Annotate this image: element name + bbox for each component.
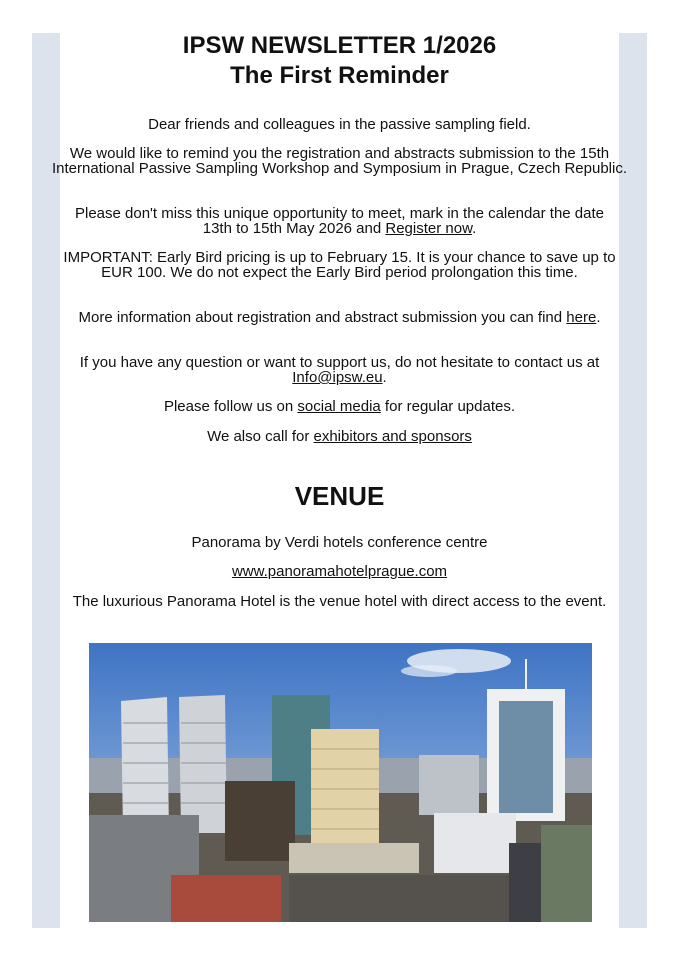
venue-heading: VENUE	[294, 481, 385, 511]
opportunity-paragraph	[60, 206, 619, 236]
right-tower-glass	[499, 701, 553, 813]
register-now-link[interactable]: Register now	[385, 220, 473, 237]
more-info-text: More information about registration and abstract submission you can find	[78, 309, 567, 326]
more-info-paragraph	[60, 310, 619, 325]
cloud	[401, 665, 457, 677]
contact-paragraph	[60, 355, 619, 385]
mid-building	[419, 755, 479, 815]
prague-skyline-image	[89, 643, 592, 922]
exhibitors-paragraph	[60, 429, 619, 444]
green-building	[541, 825, 592, 922]
contact-end: .	[382, 369, 387, 386]
more-info-end: .	[596, 309, 601, 326]
social-media-link[interactable]: social media	[297, 398, 381, 415]
newsletter-title: IPSW NEWSLETTER 1/2026	[182, 32, 497, 59]
newsletter-subtitle: The First Reminder	[230, 62, 449, 89]
opportunity-text: Please don't miss this unique opportunity to meet, mark in the calendar the date 13th to 15th May 2026 and	[75, 205, 604, 237]
exhibitors-text: We also call for	[207, 428, 314, 445]
opportunity-end: .	[472, 220, 477, 237]
early-bird-paragraph: IMPORTANT: Early Bird pricing is up to February 15. It is your chance to save up to EUR 100. We do not expect the Early Bird period prolongation this time.	[63, 249, 616, 281]
tower-left-b	[179, 695, 227, 833]
venue-name: Panorama by Verdi hotels conference centre	[191, 534, 488, 551]
exhibitors-link[interactable]: exhibitors and sponsors	[313, 428, 472, 445]
social-end: for regular updates.	[380, 398, 516, 415]
dark-building	[225, 781, 295, 861]
greeting-text: Dear friends and colleagues in the passive sampling field.	[148, 116, 531, 133]
white-block	[434, 813, 516, 873]
venue-website-link[interactable]: www.panoramahotelprague.com	[231, 563, 448, 580]
email-link[interactable]: Info@ipsw.eu	[292, 369, 383, 386]
red-building	[171, 875, 281, 922]
here-link[interactable]: here	[566, 309, 597, 326]
reminder-paragraph: We would like to remind you the registration and abstracts submission to the 15th International Passive Sampling Workshop and Symposium in Prague, Czech Republic.	[51, 145, 628, 177]
low-building	[289, 843, 419, 873]
venue-description: The luxurious Panorama Hotel is the venue hotel with direct access to the event.	[72, 593, 607, 610]
social-text: Please follow us on	[163, 398, 298, 415]
venue-url-line	[60, 564, 619, 579]
social-paragraph	[60, 399, 619, 414]
tower-left-a	[121, 697, 169, 833]
venue-photo	[89, 643, 592, 922]
contact-text: If you have any question or want to support us, do not hesitate to contact us at	[79, 354, 600, 371]
street-area	[289, 875, 509, 922]
